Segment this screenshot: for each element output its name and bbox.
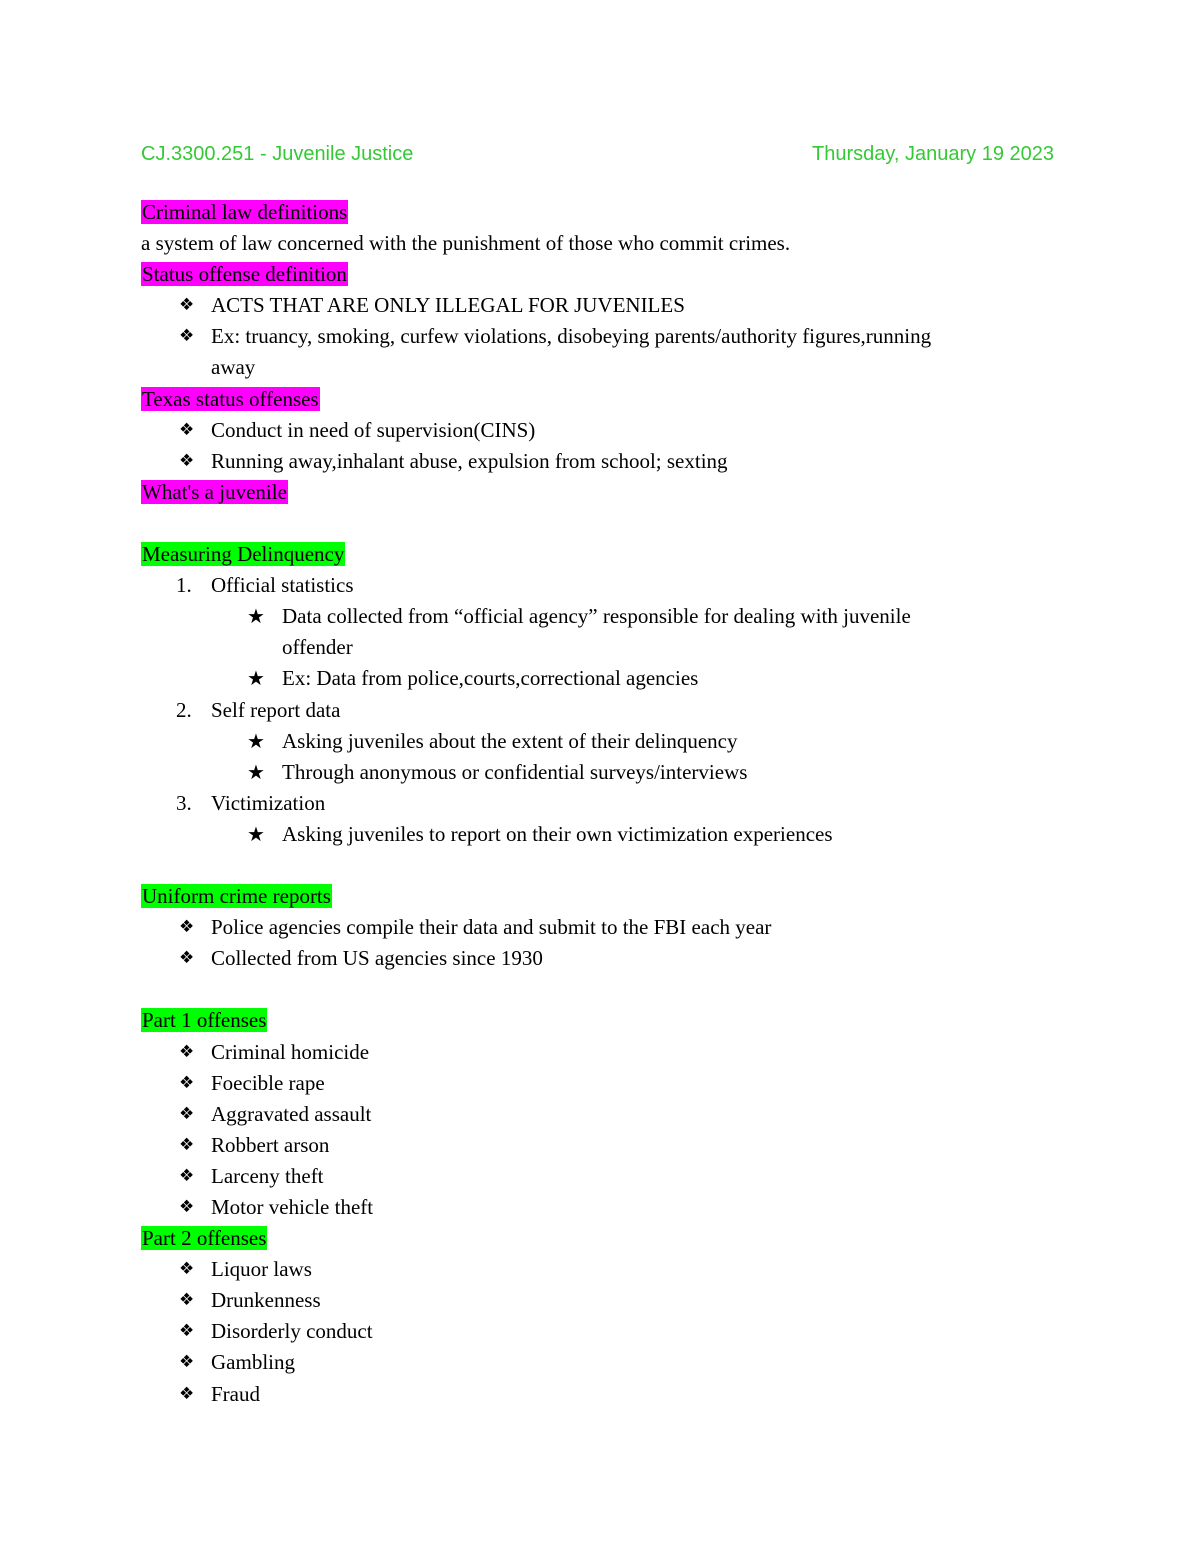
list-item: ❖ Fraud: [141, 1379, 1041, 1410]
numbered-item: 2. Self report data: [176, 697, 341, 722]
lecture-date: Thursday, January 19 2023: [811, 143, 1054, 165]
four-diamond-icon: ❖: [179, 1041, 195, 1062]
four-diamond-icon: ❖: [179, 1072, 195, 1093]
four-diamond-icon: ❖: [179, 1321, 195, 1342]
heading-measuring-delinquency: Measuring Delinquency: [142, 542, 345, 567]
four-diamond-icon: ❖: [179, 1165, 195, 1186]
four-diamond-icon: ❖: [179, 1197, 195, 1217]
course-title: CJ.3300.251 - Juvenile Justice: [141, 143, 414, 165]
heading-part-1-offenses: Part 1 offenses: [142, 1008, 267, 1033]
sub-list-item: ★ Asking juveniles about the extent of their delinquency: [141, 726, 1041, 757]
sub-list-item: ★ Through anonymous or confidential surveys/interviews: [141, 757, 1041, 788]
notes-body: [141, 197, 1041, 1410]
black-star-icon: ★: [247, 604, 265, 629]
list-item: ❖ Police agencies compile their data and submit to the FBI each year: [141, 912, 1041, 943]
list-item: ❖ Foecible rape: [141, 1068, 1041, 1099]
page-header: [141, 141, 1054, 167]
heading-status-offense: Status offense definition: [142, 262, 347, 287]
list-item: ❖ ACTS THAT ARE ONLY ILLEGAL FOR JUVENILES: [141, 290, 1041, 321]
list-item: ❖ Drunkenness: [141, 1285, 1041, 1316]
four-diamond-icon: ❖: [179, 450, 195, 471]
heading-whats-a-juvenile: What's a juvenile: [142, 479, 287, 504]
list-item: ❖ Conduct in need of supervision(CINS): [141, 415, 1041, 446]
four-diamond-icon: ❖: [179, 917, 195, 938]
black-star-icon: ★: [247, 759, 265, 784]
list-item: ❖ Disorderly conduct: [141, 1316, 1041, 1347]
numbered-item: 3. Victimization: [176, 790, 326, 815]
list-item: ❖ Gambling: [141, 1347, 1041, 1378]
four-diamond-icon: ❖: [179, 1352, 195, 1373]
sub-list-item: ★ Asking juveniles to report on their own victimization experiences: [141, 819, 1041, 850]
heading-criminal-law: Criminal law definitions: [142, 200, 348, 224]
heading-texas-status-offenses: Texas status offenses: [142, 386, 319, 411]
four-diamond-icon: ❖: [179, 419, 195, 440]
four-diamond-icon: ❖: [179, 1134, 195, 1155]
four-diamond-icon: ❖: [179, 1103, 195, 1124]
four-diamond-icon: ❖: [179, 948, 195, 969]
list-item: ❖ Motor vehicle theft: [141, 1192, 1041, 1223]
black-star-icon: ★: [247, 821, 265, 846]
sub-list-item: ★ Ex: Data from police,courts,correctional agencies: [141, 663, 1041, 694]
list-item: ❖ Running away,inhalant abuse, expulsion from school; sexting: [141, 446, 1041, 477]
list-item: ❖ Larceny theft: [141, 1161, 1041, 1192]
four-diamond-icon: ❖: [179, 295, 195, 316]
four-diamond-icon: ❖: [179, 1383, 195, 1404]
four-diamond-icon: ❖: [179, 326, 195, 347]
sub-list-item: ★ Data collected from “official agency” responsible for dealing with juvenile: [141, 601, 1041, 632]
list-item: ❖ Criminal homicide: [141, 1037, 1041, 1068]
heading-uniform-crime-reports: Uniform crime reports: [142, 884, 331, 909]
four-diamond-icon: ❖: [179, 1259, 195, 1280]
list-item-continuation: away: [211, 355, 256, 380]
list-item: ❖ Aggravated assault: [141, 1099, 1041, 1130]
black-star-icon: ★: [247, 666, 265, 691]
list-item: ❖ Ex: truancy, smoking, curfew violations, disobeying parents/authority figures,running: [141, 321, 1041, 352]
criminal-law-definition: a system of law concerned with the punishment of those who commit crimes.: [141, 231, 791, 256]
list-item: ❖ Collected from US agencies since 1930: [141, 943, 1041, 974]
list-item: ❖ Liquor laws: [141, 1254, 1041, 1285]
heading-part-2-offenses: Part 2 offenses: [142, 1226, 267, 1251]
black-star-icon: ★: [247, 728, 265, 753]
numbered-item: 1. Official statistics: [176, 573, 354, 598]
four-diamond-icon: ❖: [179, 1290, 195, 1311]
list-item: ❖ Robbert arson: [141, 1130, 1041, 1161]
sub-list-item-continuation: offender: [282, 635, 353, 660]
